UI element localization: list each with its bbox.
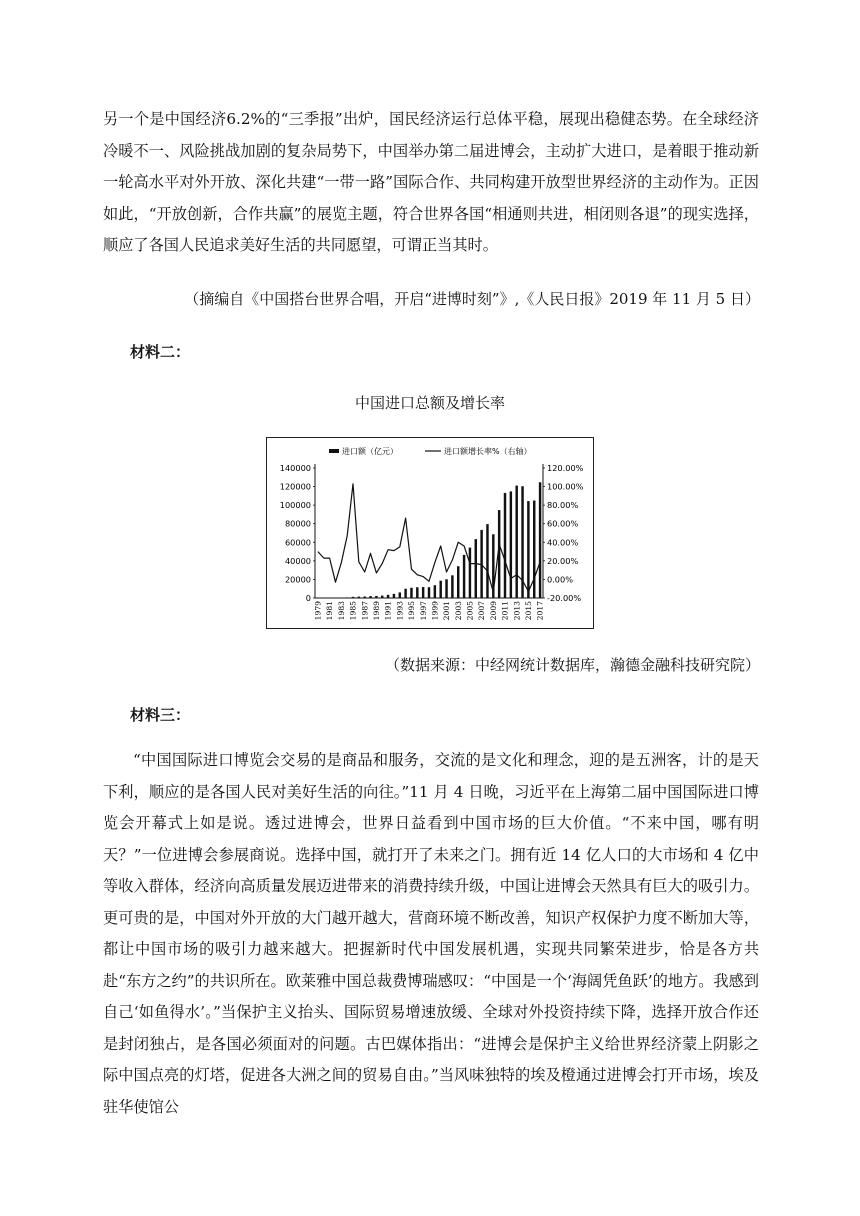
bar-1981: [328, 598, 330, 599]
legend-line-label: 进口额增长率%（右轴）: [444, 447, 532, 456]
x-tick-label: 2017: [535, 601, 545, 621]
x-tick-label: 2015: [524, 601, 533, 621]
bar-2006: [475, 539, 477, 598]
x-tick-label: 2009: [488, 601, 498, 621]
bar-1983: [340, 598, 342, 599]
bar-1989: [375, 596, 377, 598]
right-tick-label: -20.00%: [547, 593, 582, 603]
x-tick-label: 1999: [430, 601, 440, 621]
bar-2000: [439, 581, 441, 598]
import-chart: [266, 437, 594, 629]
bar-1979: [317, 598, 319, 599]
right-tick-label: 100.00%: [547, 481, 584, 492]
left-tick-label: 20000: [284, 574, 311, 585]
x-tick-label: 2005: [465, 601, 475, 621]
bar-2016: [533, 501, 535, 598]
bar-1992: [393, 594, 395, 598]
left-tick-label: 140000: [279, 463, 311, 473]
bar-1980: [323, 598, 325, 599]
bar-2012: [510, 491, 512, 598]
bar-2005: [469, 548, 471, 598]
left-tick-label: 80000: [284, 518, 311, 529]
chart-axes: [315, 464, 543, 598]
x-tick-label: 2001: [442, 601, 452, 621]
bar-2017: [539, 482, 541, 598]
bar-1995: [410, 588, 412, 598]
right-tick-label: 120.00%: [547, 463, 584, 473]
right-tick-label: 0.00%: [547, 574, 574, 585]
source-citation-1: （摘编自《中国搭台世界合唱，开启“进博时刻”》,《人民日报》2019 年 11 月 5 日）: [184, 290, 760, 308]
bar-1999: [434, 585, 436, 598]
bar-1996: [416, 587, 418, 598]
bar-1990: [381, 596, 383, 598]
bar-1998: [428, 587, 430, 598]
x-tick-label: 2007: [477, 601, 487, 621]
bar-2011: [504, 493, 506, 598]
bar-2015: [527, 501, 529, 598]
bar-2004: [463, 555, 465, 598]
x-tick-label: 2013: [512, 601, 522, 621]
x-tick-label: 1981: [325, 601, 335, 621]
x-tick-label: 2011: [500, 601, 510, 621]
right-tick-label: 40.00%: [547, 537, 579, 548]
chart-legend: [329, 446, 532, 456]
x-tick-labels: [314, 601, 545, 620]
growth-rate-line: [318, 484, 540, 593]
right-tick-label: 60.00%: [547, 518, 579, 529]
material-3-heading: 材料三：: [130, 706, 191, 724]
x-tick-label: 1979: [313, 601, 323, 621]
x-tick-label: 1989: [372, 601, 381, 621]
bar-1988: [369, 596, 371, 598]
left-tick-label: 40000: [284, 555, 311, 566]
x-tick-label: 2003: [453, 601, 463, 621]
left-tick-label: 60000: [284, 537, 311, 548]
bar-1987: [363, 597, 365, 598]
bar-1991: [387, 595, 389, 598]
source-citation-2: （数据来源：中经网统计数据库，瀚德金融科技研究院）: [384, 656, 760, 674]
bar-2001: [445, 579, 447, 598]
x-tick-label: 1985: [348, 601, 358, 621]
legend-bar-label: 进口额（亿元）: [342, 447, 398, 456]
bar-1986: [358, 597, 360, 598]
bar-1982: [334, 598, 336, 599]
material-2-heading: 材料二：: [130, 343, 191, 361]
bar-1985: [352, 597, 354, 598]
bar-2003: [457, 566, 459, 598]
bar-1997: [422, 587, 424, 598]
x-tick-label: 1983: [336, 601, 346, 621]
line-series: [318, 484, 540, 593]
x-tick-label: 1995: [407, 601, 417, 621]
x-tick-label: 1991: [383, 601, 393, 621]
paragraph-3: “中国国际进口博览会交易的是商品和服务，交流的是文化和理念，迎的是五洲客，计的是天下利，顺应的是各国人民对美好生活的向往。”11 月 4 日晚，习近平在上海第二届中国国际进口博览会开幕式上如是说。透过进博会，世界日益看到中国市场的巨大价值。“不来中国，哪有明天？”一位进博会参展商说。选择中国，就打开了未来之门。拥有近 14 亿人口的大市场和 4 亿中等收入群体，经济向高质量发展迈进带来的消费持续升级，中国让进博会天然具有巨大的吸引力。更可贵的是，中国对外开放的大门越开越大，营商环境不断改善，知识产权保护力度不断加大等，都让中国市场的吸引力越来越大。把握新时代中国发展机遇，实现共同繁荣进步，恰是各方共赴“东方之约”的共识所在。欧莱雅中国总裁费博瑞感叹：“中国是一个‘海阔凭鱼跃’的地方。我感到自己‘如鱼得水’。”当保护主义抬头、国际贸易增速放缓、全球对外投资持续下降，选择开放合作还是封闭独占，是各国必须面对的问题。古巴媒体指出：“进博会是保护主义给世界经济蒙上阴影之际中国点亮的灯塔，促进各大洲之间的贸易自由。”当风味独特的埃及橙通过进博会打开市场，埃及驻华使馆公: [103, 751, 759, 1116]
x-tick-label: 1993: [395, 601, 405, 621]
left-tick-label: 0: [305, 593, 311, 603]
bar-2013: [515, 486, 517, 598]
chart-title: 中国进口总额及增长率: [354, 394, 505, 412]
bar-2002: [451, 575, 453, 598]
left-tick-label: 120000: [279, 481, 311, 492]
bar-1994: [404, 589, 406, 598]
right-tick-label: 80.00%: [547, 500, 579, 511]
bar-1993: [399, 592, 401, 598]
left-tick-label: 100000: [279, 500, 311, 511]
bar-1984: [346, 597, 348, 598]
right-tick-label: 20.00%: [547, 555, 579, 566]
x-tick-label: 1987: [360, 601, 370, 621]
paragraph-1: 另一个是中国经济6.2%的“三季报”出炉，国民经济运行总体平稳，展现出稳健态势。在全球经济冷暖不一、风险挑战加剧的复杂局势下，中国举办第二届进博会，主动扩大进口，是着眼于推动新一轮高水平对外开放、深化共建“一带一路”国际合作、共同构建开放型世界经济的主动作为。正因如此，“开放创新，合作共赢”的展览主题，符合世界各国“相通则共进，相闭则各退”的现实选择，顺应了各国人民追求美好生活的共同愿望，可谓正当其时。: [103, 110, 759, 254]
y-tick-labels: [280, 463, 584, 603]
x-tick-label: 1997: [418, 601, 428, 621]
bar-2008: [486, 524, 488, 598]
chart-svg: [267, 438, 593, 628]
